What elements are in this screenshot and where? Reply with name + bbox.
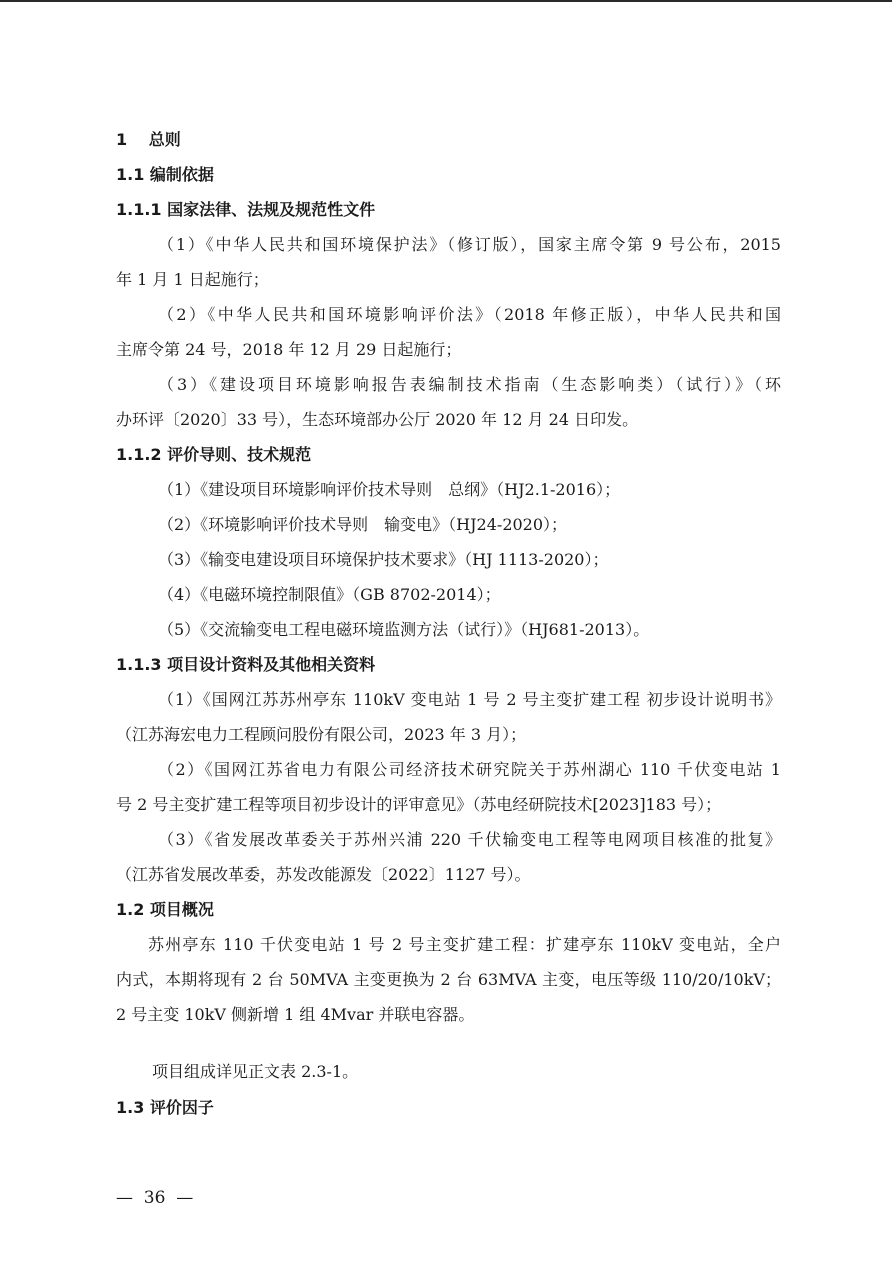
standard-item-3: （3）《输变电建设项目环境保护技术要求》（HJ 1113-2020）； <box>158 550 609 569</box>
heading-laws: 1.1.1 国家法律、法规及规范性文件 <box>116 200 376 219</box>
heading-standards: 1.1.2 评价导则、技术规范 <box>116 445 312 464</box>
law-item-2-line1: （2）《中华人民共和国环境影响评价法》（2018 年修正版），中华人民共和国 <box>158 305 781 324</box>
design-doc-3-line2: （江苏省发展改革委，苏发改能源发〔2022〕1127 号）。 <box>116 865 531 884</box>
heading-overview: 1.2 项目概况 <box>116 900 214 919</box>
law-item-1-line1: （1）《中华人民共和国环境保护法》（修订版），国家主席令第 9 号公布，2015 <box>158 235 781 254</box>
overview-composition-note: 项目组成详见正文表 2.3-1。 <box>152 1062 359 1081</box>
standard-item-5: （5）《交流输变电工程电磁环境监测方法（试行）》（HJ681-2013）。 <box>158 620 650 639</box>
design-doc-2-line2: 号 2 号主变扩建工程等项目初步设计的评审意见》（苏电经研院技术[2023]183 号）； <box>116 795 722 814</box>
law-item-3-line1: （3）《建设项目环境影响报告表编制技术指南（生态影响类）（试行）》（环 <box>158 375 781 394</box>
design-doc-3-line1: （3）《省发展改革委关于苏州兴浦 220 千伏输变电工程等电网项目核准的批复》 <box>158 830 781 849</box>
design-doc-1-line2: （江苏海宏电力工程顾问股份有限公司，2023 年 3 月）； <box>116 725 527 744</box>
law-item-1-line2: 年 1 月 1 日起施行； <box>116 270 269 289</box>
design-doc-2-line1: （2）《国网江苏省电力有限公司经济技术研究院关于苏州湖心 110 千伏变电站 1 <box>158 760 781 779</box>
design-doc-1-line1: （1）《国网江苏苏州亭东 110kV 变电站 1 号 2 号主变扩建工程 初步设计说明书》 <box>158 690 781 709</box>
page-number: — 36 — <box>116 1188 194 1208</box>
overview-line3: 2 号主变 10kV 侧新增 1 组 4Mvar 并联电容器。 <box>116 1005 475 1024</box>
heading-general: 1 总则 <box>116 130 181 149</box>
standard-item-1: （1）《建设项目环境影响评价技术导则 总纲》（HJ2.1-2016）； <box>158 480 621 499</box>
law-item-2-line2: 主席令第 24 号，2018 年 12 月 29 日起施行； <box>116 340 462 359</box>
standard-item-4: （4）《电磁环境控制限值》（GB 8702-2014）； <box>158 585 501 604</box>
law-item-3-line2: 办环评〔2020〕33 号），生态环境部办公厅 2020 年 12 月 24 日印发。 <box>116 410 639 429</box>
overview-line2: 内式，本期将现有 2 台 50MVA 主变更换为 2 台 63MVA 主变，电压等级 110/20/10kV； <box>116 970 781 989</box>
standard-item-2: （2）《环境影响评价技术导则 输变电》（HJ24-2020）； <box>158 515 568 534</box>
top-border-line <box>0 0 892 2</box>
heading-factors: 1.3 评价因子 <box>116 1098 214 1117</box>
overview-line1: 苏州亭东 110 千伏变电站 1 号 2 号主变扩建工程：扩建亭东 110kV 变电站，全户 <box>148 935 781 954</box>
heading-design-docs: 1.1.3 项目设计资料及其他相关资料 <box>116 655 376 674</box>
heading-basis: 1.1 编制依据 <box>116 165 214 184</box>
